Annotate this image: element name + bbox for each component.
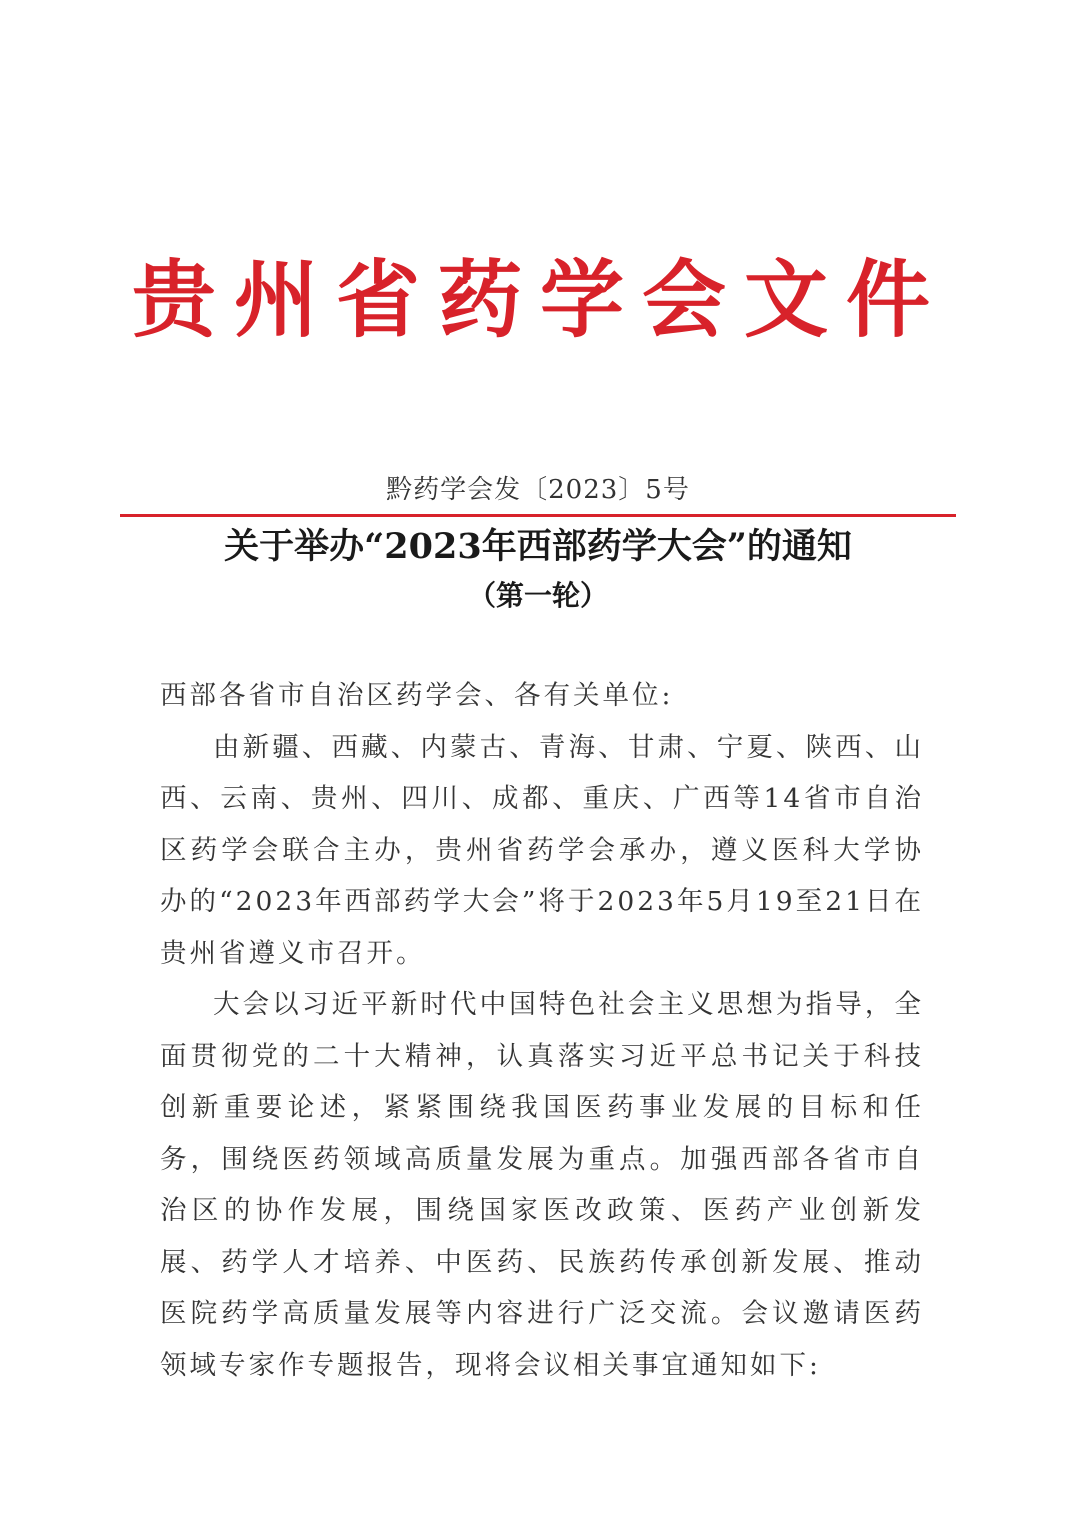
red-divider-rule — [120, 514, 956, 517]
organization-header-title: 贵州省药学会文件 — [131, 250, 948, 349]
salutation: 西部各省市自治区药学会、各有关单位: — [160, 680, 674, 711]
body-paragraph-1: 由新疆、西藏、内蒙古、青海、甘肃、宁夏、陕西、山西、云南、贵州、四川、成都、重庆、广西等14省市自治区药学会联合主办，贵州省药学会承办，遵义医科大学协办的“2023年西部药学大会”将于2023年5月19至21日在贵州省遵义市召开。 — [160, 731, 924, 969]
notice-title: 关于举办“2023年西部药学大会”的通知 — [224, 526, 852, 567]
document-number: 黔药学会发〔2023〕5号 — [386, 475, 690, 505]
body-paragraph-2: 大会以习近平新时代中国特色社会主义思想为指导，全面贯彻党的二十大精神，认真落实习近平总书记关于科技创新重要论述，紧紧围绕我国医药事业发展的目标和任务，围绕医药领域高质量发展为重点。加强西部各省市自治区的协作发展，围绕国家医改政策、医药产业创新发展、药学人才培养、中医药、民族药传承创新发展、推动医院药学高质量发展等内容进行广泛交流。会议邀请医药领域专家作专题报告，现将会议相关事宜通知如下: — [160, 989, 924, 1381]
notice-subtitle: （第一轮） — [467, 579, 608, 612]
document-body — [160, 670, 924, 1391]
